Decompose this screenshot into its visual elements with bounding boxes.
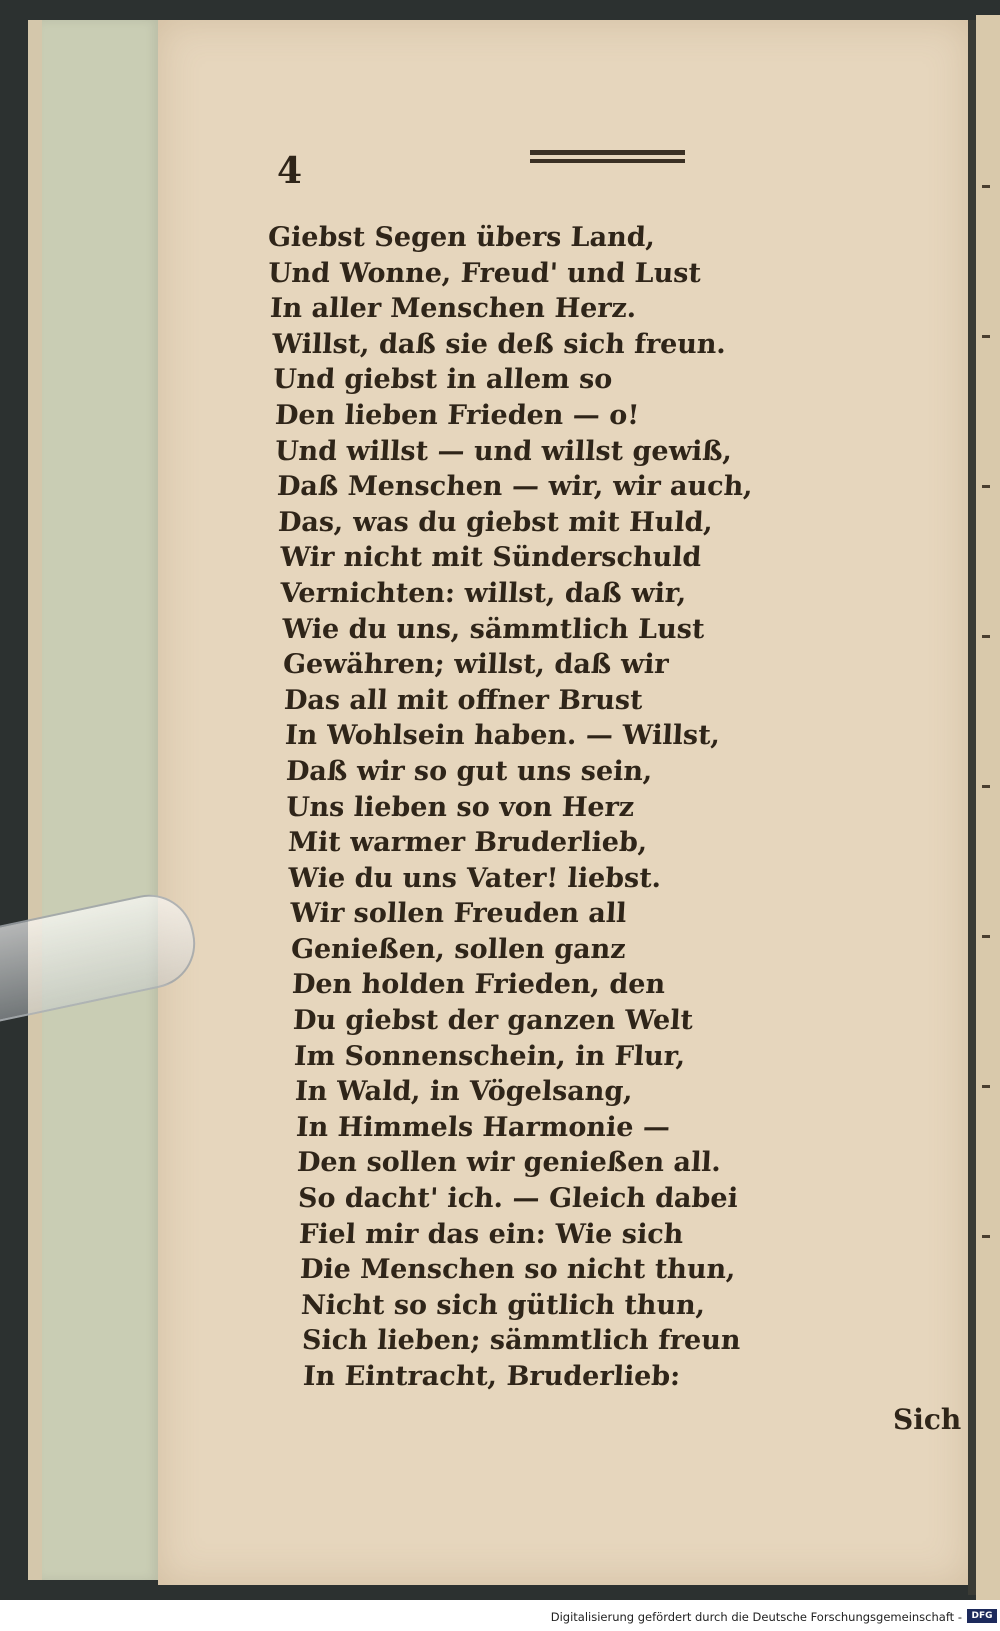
poem-line: Und giebst in allem so	[272, 364, 614, 396]
poem-line: Willst, daß sie deß sich freun.	[271, 328, 727, 360]
funding-credit: Digitalisierung gefördert durch die Deutsche Forschungsgemeinschaft -	[550, 1610, 962, 1624]
poem-line: In Himmels Harmonie —	[295, 1111, 671, 1143]
footer-bar	[0, 1600, 1000, 1631]
poem-line: Daß Menschen — wir, wir auch,	[276, 471, 754, 503]
poem-line: In Eintracht, Bruderlieb:	[302, 1361, 681, 1392]
poem-line: In Wald, in Vögelsang,	[294, 1076, 634, 1108]
poem-line: Wie du uns, sämmtlich Lust	[281, 613, 706, 645]
poem-line: In aller Menschen Herz.	[269, 293, 638, 325]
clip-strip	[42, 20, 160, 1580]
poem-line: Uns lieben so von Herz	[285, 791, 635, 823]
poem-line: Wir nicht mit Sünderschuld	[279, 542, 703, 574]
poem-line: Nicht so sich gütlich thun,	[300, 1289, 706, 1321]
poem-line: Und willst — und willst gewiß,	[274, 435, 733, 467]
poem-line: Im Sonnenschein, in Flur,	[293, 1040, 687, 1072]
poem-line: Giebst Segen übers Land,	[267, 222, 656, 253]
catchword: Sich	[893, 1403, 962, 1436]
poem-line: Das all mit offner Brust	[283, 684, 644, 716]
poem-line: Die Menschen so nicht thun,	[299, 1254, 737, 1286]
poem-line: Daß wir so gut uns sein,	[285, 755, 654, 787]
header-rule	[530, 150, 685, 166]
poem-line: Den sollen wir genießen all.	[296, 1147, 722, 1179]
poem-line: Vernichten: willst, daß wir,	[279, 577, 688, 609]
dfg-logo: DFG	[967, 1609, 997, 1623]
poem-line: Wir sollen Freuden all	[289, 898, 628, 930]
poem-line: Wie du uns Vater! liebst.	[287, 862, 663, 894]
poem-line: Genießen, sollen ganz	[290, 933, 627, 965]
poem-line: Gewähren; willst, daß wir	[282, 649, 670, 681]
poem-line: Das, was du giebst mit Huld,	[277, 506, 714, 538]
poem-line: Und Wonne, Freud' und Lust	[267, 257, 702, 289]
book-gutter	[968, 20, 976, 1595]
poem-line: So dacht' ich. — Gleich dabei	[297, 1183, 739, 1215]
poem-text	[267, 220, 754, 1395]
poem-line: Den lieben Frieden — o!	[274, 399, 640, 431]
poem-line: In Wohlsein haben. — Willst,	[284, 720, 721, 752]
page-number: 4	[277, 150, 303, 192]
next-page-edge	[976, 15, 1000, 1600]
poem-line: Den holden Frieden, den	[291, 969, 666, 1001]
poem-line: Sich lieben; sämmtlich freun	[301, 1325, 742, 1357]
poem-line: Mit warmer Bruderlieb,	[287, 827, 649, 859]
poem-line: Du giebst der ganzen Welt	[292, 1005, 694, 1037]
poem-line: Fiel mir das ein: Wie sich	[298, 1218, 685, 1250]
